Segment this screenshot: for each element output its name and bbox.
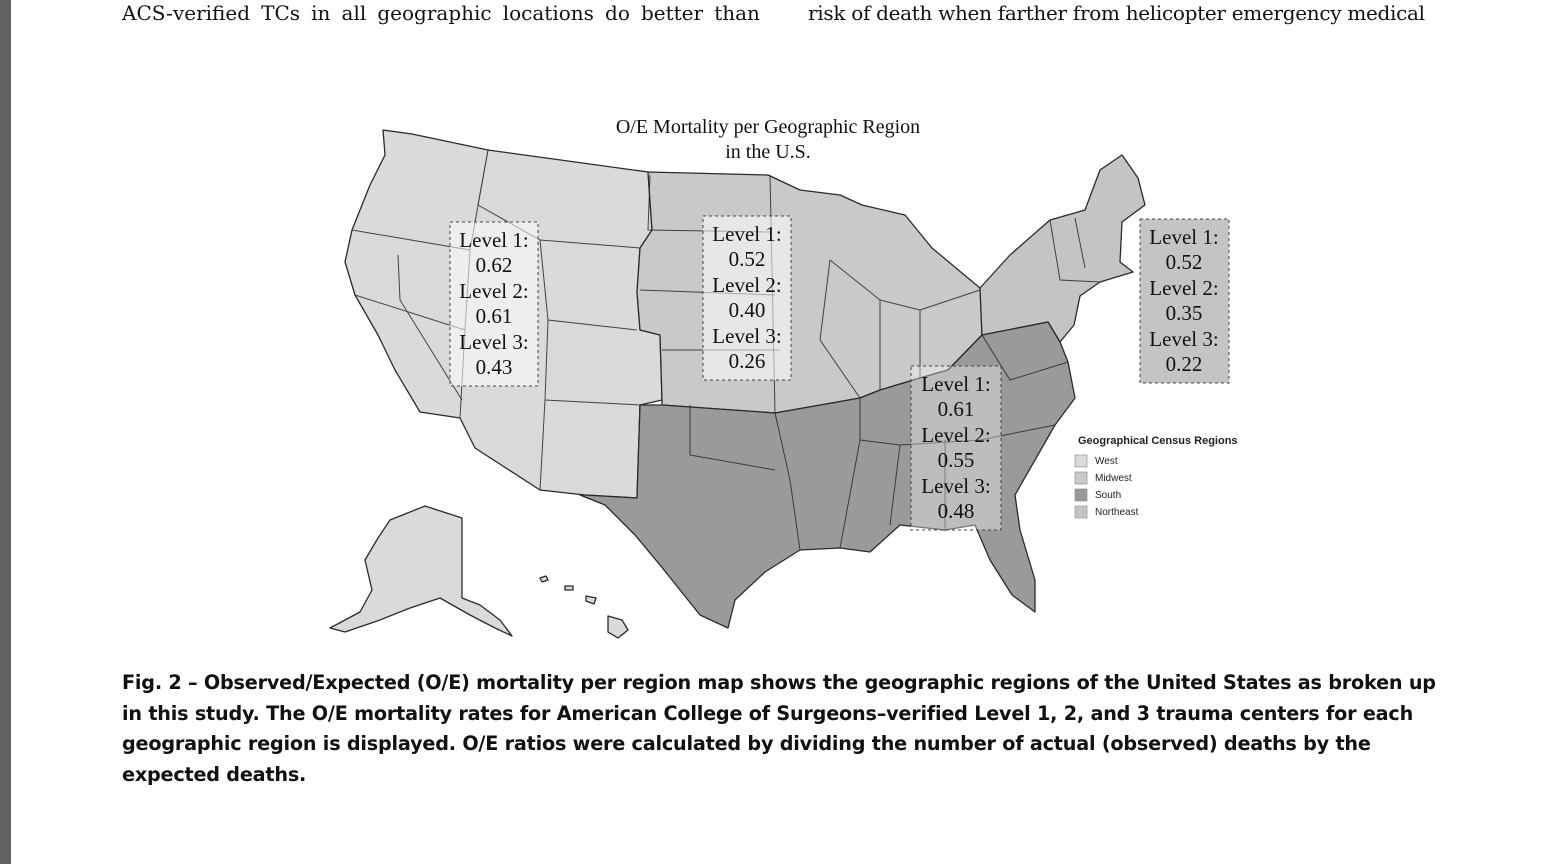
legend-title: Geographical Census Regions bbox=[1078, 435, 1238, 447]
body-text-left-column bbox=[122, 0, 760, 26]
west-level1-value: 0.62 bbox=[475, 253, 513, 277]
midwest-value-box bbox=[703, 216, 791, 380]
body-word: do bbox=[605, 1, 630, 25]
body-word: locations bbox=[502, 1, 594, 25]
midwest-level2-value: 0.40 bbox=[728, 298, 766, 322]
midwest-level2-label: Level 2: bbox=[712, 273, 782, 297]
legend-label-northeast: Northeast bbox=[1095, 507, 1139, 518]
legend-label-midwest: Midwest bbox=[1095, 473, 1132, 484]
northeast-value-box bbox=[1140, 219, 1229, 383]
midwest-level1-value: 0.52 bbox=[728, 247, 766, 271]
body-text-right-column: risk of death when farther from helicopter emergency medical bbox=[808, 1, 1425, 25]
body-word: in bbox=[311, 1, 331, 25]
northeast-region-shape bbox=[980, 155, 1145, 342]
northeast-level1-label: Level 1: bbox=[1149, 225, 1219, 249]
us-region-map-figure bbox=[320, 108, 1260, 653]
body-word: better bbox=[640, 1, 704, 25]
legend-label-west: West bbox=[1095, 456, 1118, 467]
body-word: ACS-verified bbox=[122, 1, 251, 25]
south-level3-label: Level 3: bbox=[921, 474, 991, 498]
west-level3-value: 0.43 bbox=[475, 355, 513, 379]
figure-caption: Fig. 2 – Observed/Expected (O/E) mortality per region map shows the geographic regions of the United States as broken up in this study. The O/E mortality rates for American College of Surgeons–verified Level 1, 2, and 3 trauma centers for each geographic region is displayed. O/E ratios were calculated by dividing the number of actual (observed) deaths by the expected deaths. bbox=[122, 671, 1436, 786]
west-value-box bbox=[450, 222, 538, 386]
northeast-level2-value: 0.35 bbox=[1165, 301, 1203, 325]
south-level2-value: 0.55 bbox=[937, 448, 975, 472]
midwest-level1-label: Level 1: bbox=[712, 222, 782, 246]
south-level1-value: 0.61 bbox=[937, 397, 975, 421]
legend-swatch-west bbox=[1075, 455, 1087, 467]
viewer-left-edge bbox=[0, 0, 11, 864]
legend-swatch-midwest bbox=[1075, 472, 1087, 484]
body-word: than bbox=[714, 1, 760, 25]
northeast-level3-label: Level 3: bbox=[1149, 327, 1219, 351]
alaska-shape bbox=[330, 506, 512, 636]
map-legend bbox=[1075, 435, 1238, 518]
legend-swatch-south bbox=[1075, 489, 1087, 501]
northeast-level2-label: Level 2: bbox=[1149, 276, 1219, 300]
west-level1-label: Level 1: bbox=[459, 228, 529, 252]
body-word: TCs bbox=[261, 1, 301, 25]
west-level3-label: Level 3: bbox=[459, 330, 529, 354]
body-word: geographic bbox=[377, 1, 492, 25]
northeast-level3-value: 0.22 bbox=[1165, 352, 1203, 376]
south-level3-value: 0.48 bbox=[937, 499, 975, 523]
south-value-box bbox=[911, 366, 1001, 530]
west-level2-label: Level 2: bbox=[459, 279, 529, 303]
legend-label-south: South bbox=[1095, 490, 1122, 501]
west-level2-value: 0.61 bbox=[475, 304, 513, 328]
body-word: all bbox=[341, 1, 367, 25]
midwest-level3-value: 0.26 bbox=[728, 349, 766, 373]
legend-swatch-northeast bbox=[1075, 506, 1087, 518]
south-level2-label: Level 2: bbox=[921, 423, 991, 447]
map-title-line1: O/E Mortality per Geographic Region bbox=[615, 116, 921, 138]
south-level1-label: Level 1: bbox=[921, 372, 991, 396]
hawaii-shape bbox=[540, 576, 628, 638]
map-title-line2: in the U.S. bbox=[725, 141, 811, 163]
northeast-level1-value: 0.52 bbox=[1165, 250, 1203, 274]
midwest-level3-label: Level 3: bbox=[712, 324, 782, 348]
